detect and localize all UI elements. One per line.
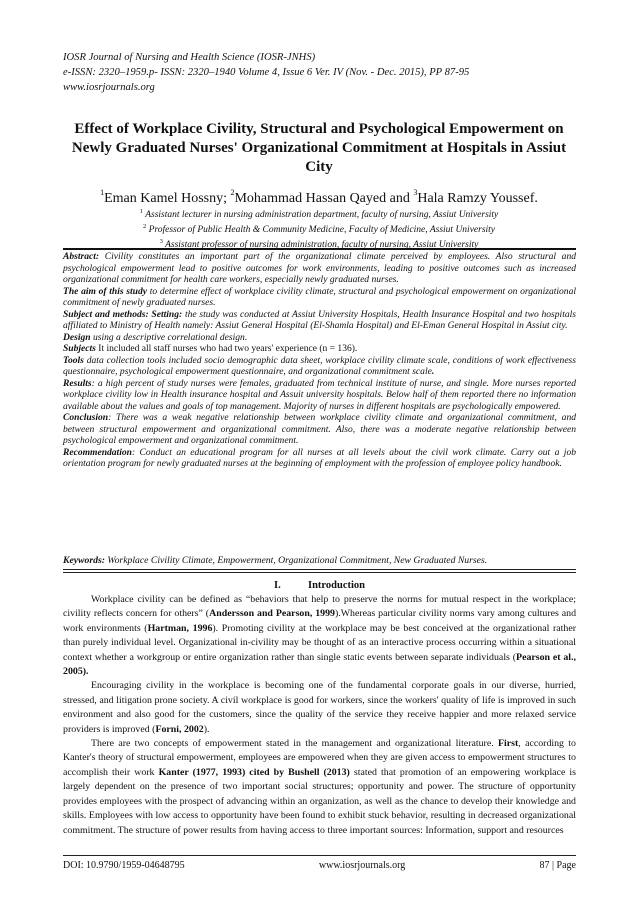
- abstract-para: [63, 251, 576, 286]
- affiliation-2-text: Professor of Public Health & Community Medicine, Faculty of Medicine, Assiut University: [146, 225, 496, 236]
- paper-title: Effect of Workplace Civility, Structural and Psychological Empowerment on Newly Graduated Nurses' Organizational Commitment at Hospitals in Assiut City: [71, 121, 567, 175]
- results-label: Results: [63, 377, 92, 389]
- tools-label: Tools: [63, 354, 84, 366]
- author-3: Hala Ramzy Youssef.: [417, 191, 538, 206]
- citation-hartman: Hartman, 1996: [147, 622, 213, 634]
- page-footer: [63, 860, 576, 871]
- citation-kanter: Kanter (1977, 1993) cited by Bushell (2013): [158, 766, 350, 778]
- author-3-sup: 3: [413, 188, 418, 197]
- affiliation-1-sup: 1: [139, 208, 143, 215]
- section-number: I.: [274, 580, 281, 591]
- keywords-text: Workplace Civility Climate, Empowerment, Organizational Commitment, New Graduated Nurses.: [104, 555, 488, 566]
- recommendation-label: Recommendation: [63, 446, 132, 458]
- subjects-label: Subjects: [63, 343, 96, 354]
- author-list: [60, 184, 578, 208]
- recommendation-text: : Conduct an educational program for all nurses at all levels about the civil work climate. Carry out a job orientation program for newly graduated nurses at the beginning of employment with the profession of employee policy handbook.: [63, 446, 576, 469]
- abstract-text: Civility constitutes an important part of the organizational climate perceived by employees. Also structural and psychological empowerment lead to positive outcomes for work environments, leading to positive outcomes such as increased organizational commitment for health care workers, especially newly graduated nurses.: [63, 251, 576, 285]
- results-text: : a high percent of study nurses were females, graduated from technical institute of nurse, and single. More nurses reported workplace civility low in Health insurance hospital and Assuit university hospitals. Below half of them reported there no information available about the values and goals of top management. Majority of nurses in different hospitals are psychologically empowered.: [63, 377, 576, 412]
- subject-label: Subject and methods: Setting:: [63, 308, 183, 320]
- author-1-sup: 1: [100, 188, 105, 197]
- design-text: using a descriptive correlational design.: [90, 331, 248, 343]
- author-2-sup: 2: [230, 188, 235, 197]
- intro-para-3: [63, 737, 576, 838]
- author-2: Mohammad Hassan Qayed and: [234, 191, 414, 206]
- author-1: Eman Kamel Hossny;: [104, 191, 231, 206]
- abstract-label: Abstract:: [63, 251, 100, 262]
- citation-andersson: Andersson and Pearson, 1999: [209, 608, 335, 620]
- intro-p1-text-c: ). Promoting civility at the workplace may be best conceived at the organizational rather than purely individual level. Organizational in-civility may be thought of as an interactive process occurring within a situational context whether a workgroup or entire organization rather than single static events between separate individuals (: [63, 622, 576, 663]
- aim-label: The aim of this study: [63, 285, 147, 297]
- intro-para-2: [63, 679, 576, 737]
- intro-p3-text-a: There are two concepts of empowerment stated in the management and organizational literature.: [91, 738, 498, 750]
- intro-p2-text-b: ).: [203, 723, 210, 735]
- conclusion-para: [63, 412, 576, 447]
- affiliation-3-sup: 3: [159, 238, 163, 246]
- subject-text: the study was conducted at Assiut University Hospitals, Health Insurance Hospital and two hospitals affiliated to Ministry of Health namely: Assiut General Hospital (El-Shamla Hospital) and El-Eman General Hospital in Assiut city.: [63, 308, 576, 331]
- intro-p1-text-a: Workplace civility can be defined as “behaviors that help to preserve the norms for mutual respect in the workplace; civility reflects concern for others” (: [63, 594, 576, 620]
- journal-website[interactable]: www.iosrjournals.org: [63, 81, 155, 93]
- aim-para: [63, 286, 576, 309]
- intro-p3-text-b: , according to Kanter's theory of structural empowerment, employees are empowered when they are given access to empowerment structures to accomplish their work: [63, 738, 576, 778]
- affiliation-3-text: Assistant professor of nursing administration, faculty of nursing, Assiut University: [162, 240, 479, 251]
- intro-p2-text-a: Encouraging civility in the workplace is becoming one of the fundamental corporate goals in our diverse, hurried, stressed, and litigation prone society. A civil workplace is good for workers, since the workers' quality of life is improved in such environment and also good for the customers, since the quality of the service they receive happier and more relaxed service providers is improved (: [63, 680, 576, 735]
- keywords-rule-1: [63, 569, 576, 570]
- tools-end: .: [431, 366, 435, 377]
- affiliations: [60, 206, 578, 252]
- intro-p3-text-c: stated that promotion of an empowering workplace is largely dependent on the presence of two important social structures; opportunity and power. The structure of opportunity provides employees with the prospect of advancing within an organization, as well as the chance to develop their knowledge and skills. Employees with low access to opportunity have been found to exhibit stuck behavior, resulting in decreased organizational commitment. The structure of power results from having access to three important sources: Information, support and resources: [63, 766, 576, 836]
- affiliation-2: [60, 221, 578, 236]
- footer-website[interactable]: www.iosrjournals.org: [318, 860, 406, 871]
- tools-para: [63, 355, 576, 378]
- tools-text: data collection tools included socio demographic data sheet, workplace civility climate scale, conditions of work effectiveness questionnaire, psychological empowerment questionnaire, and organizational commitment scale: [63, 354, 576, 377]
- section-title: Introduction: [308, 580, 365, 591]
- subject-para: [63, 309, 576, 332]
- keywords: [63, 555, 576, 566]
- footer-page-number: 87 | Page: [539, 860, 576, 871]
- journal-name: IOSR Journal of Nursing and Health Science (IOSR-JNHS): [63, 52, 316, 63]
- keywords-rule-2: [63, 572, 576, 573]
- keywords-label: Keywords:: [63, 555, 105, 566]
- recommendation-para: [63, 447, 576, 470]
- results-para: [63, 378, 576, 413]
- section-heading: [63, 580, 576, 591]
- intro-body: [63, 593, 576, 838]
- design-label: Design: [63, 331, 91, 343]
- abstract: [63, 251, 576, 470]
- intro-para-1: [63, 593, 576, 679]
- footer-rule: [63, 855, 576, 856]
- abstract-top-rule: [63, 248, 576, 250]
- journal-issn: e-ISSN: 2320–1959.p- ISSN: 2320–1940 Volume 4, Issue 6 Ver. IV (Nov. - Dec. 2015), PP 87-95: [63, 66, 470, 78]
- conclusion-label: Conclusion: [63, 412, 109, 423]
- footer-doi: DOI: 10.9790/1959-04648795: [63, 860, 185, 871]
- design-para: [63, 332, 576, 344]
- journal-header: [63, 51, 583, 95]
- subjects-text: It included all staff nurses who had two years' experience (n = 136).: [95, 343, 358, 354]
- affiliation-1-text: Assistant lecturer in nursing administration department, faculty of nursing, Assiut University: [142, 210, 499, 220]
- citation-pearson: Pearson et al., 2005).: [63, 651, 576, 678]
- aim-text: to determine effect of workplace civility climate, structural and psychological empowerment on organizational commitment of newly graduated nurses.: [63, 285, 576, 308]
- affiliation-1: [60, 206, 578, 221]
- intro-p1-text-b: ).Whereas particular civility norms vary among cultures and work environments (: [63, 608, 577, 634]
- subjects-para: [63, 343, 576, 355]
- intro-p3-first: First: [498, 738, 519, 750]
- conclusion-text: : There was a weak negative relationship between workplace civility climate and organizational commitment, and between structural empowerment and organizational commitment. Also, there was a moderate negative relationship between psychological empowerment and organizational commitment.: [63, 412, 576, 446]
- citation-forni: Forni, 2002: [155, 723, 204, 735]
- affiliation-2-sup: 2: [142, 223, 147, 231]
